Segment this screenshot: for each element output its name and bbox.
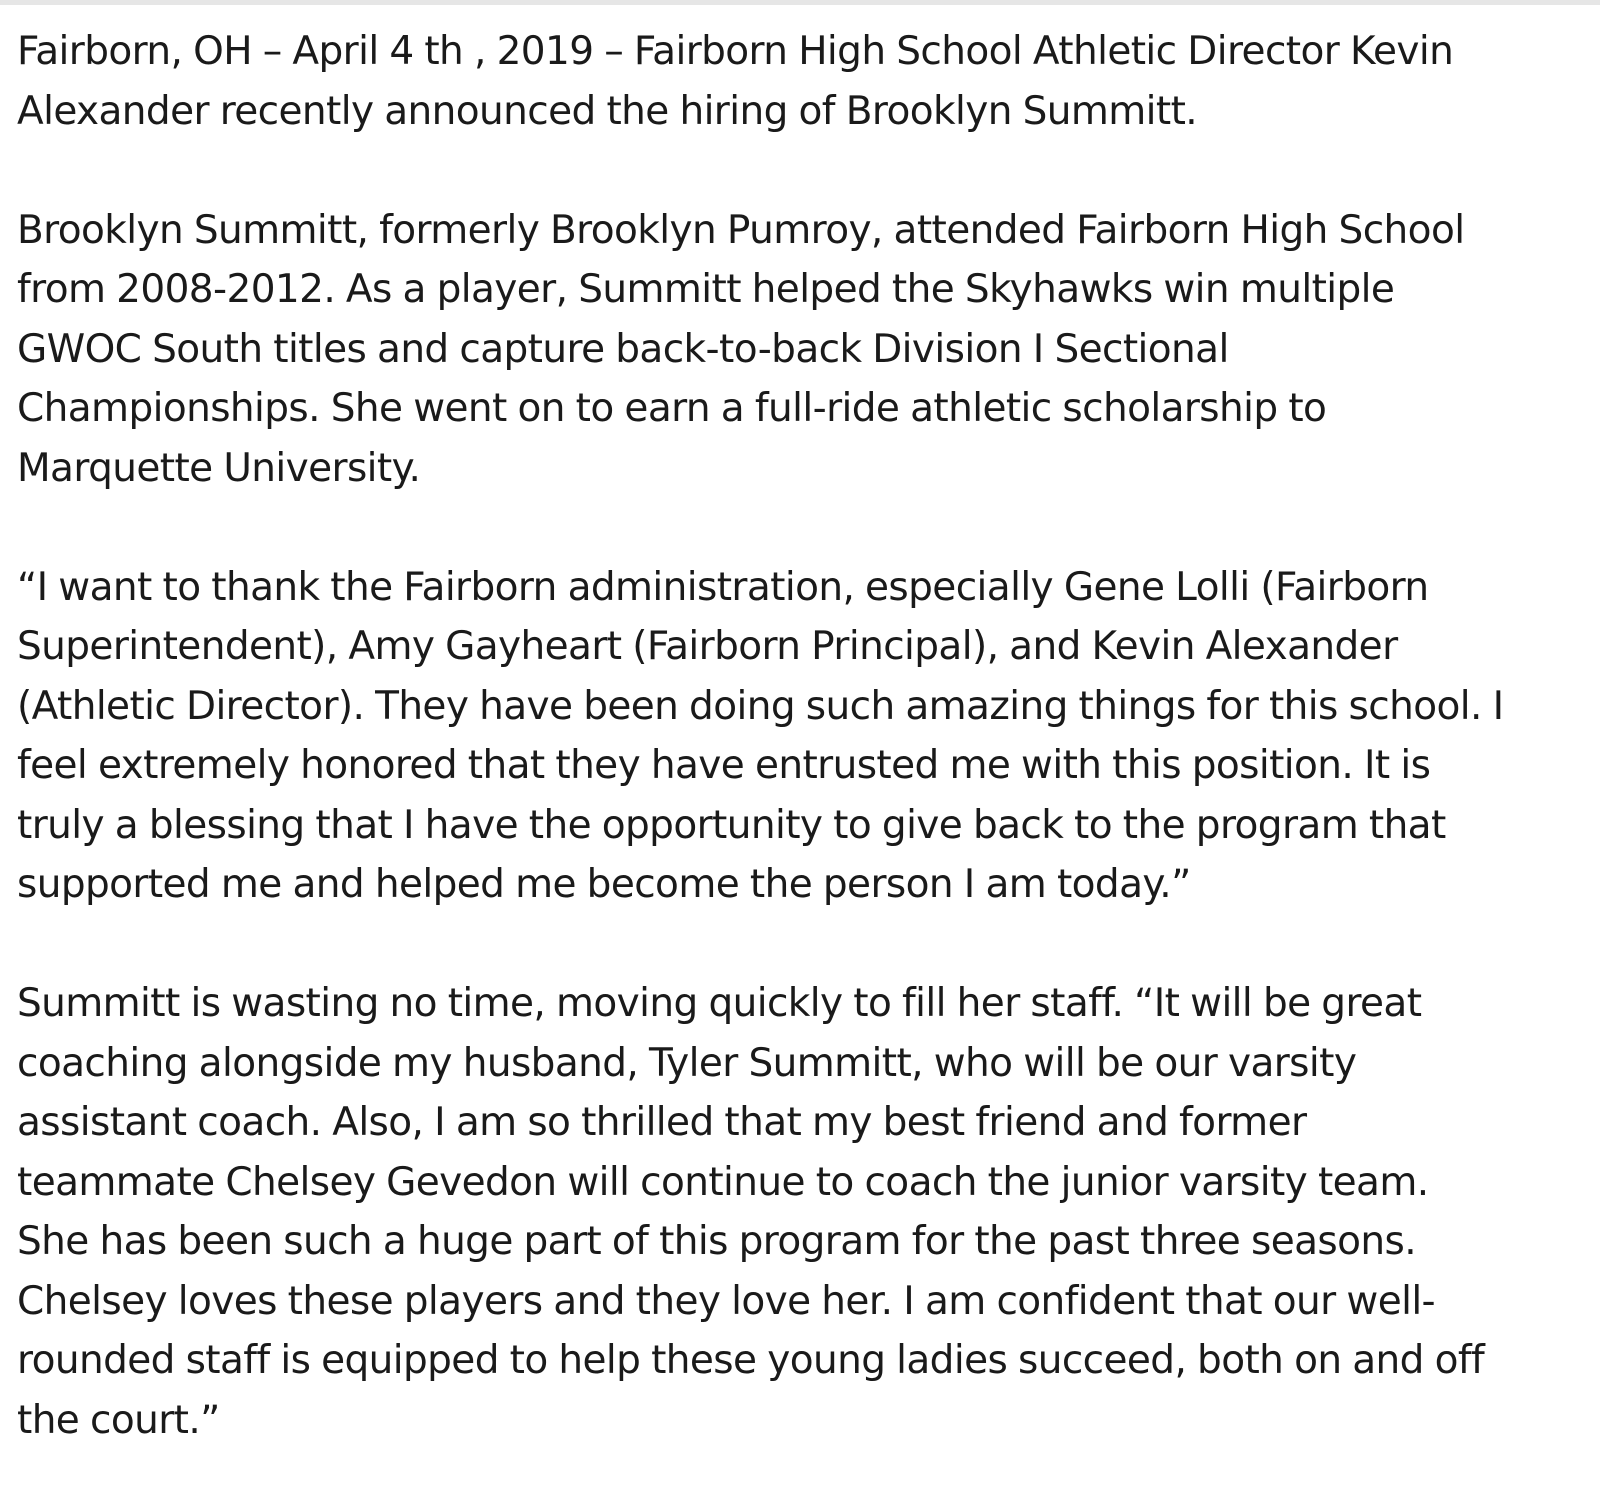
paragraph-quote-thanks: “I want to thank the Fairborn administration, especially Gene Lolli (Fairborn Superintendent), Amy Gayheart (Fairborn Principal), and Kevin Alexander (Athletic Director). They have been doing such amazing things for this school. I feel extremely honored that they have entrusted me with this position. It is truly a blessing that I have the opportunity to give back to the program that supported me and helped me become the person I am today.” (17, 564, 1504, 907)
top-border (0, 0, 1600, 5)
paragraph-background: Brooklyn Summitt, formerly Brooklyn Pumroy, attended Fairborn High School from 2008-2012. As a player, Summitt helped the Skyhawks win multiple GWOC South titles and capture back-to-back Division I Sectional Championships. She went on to earn a full-ride athletic scholarship to Marquette University. (17, 207, 1465, 491)
paragraph-announcement: Fairborn, OH – April 4 th , 2019 – Fairborn High School Athletic Director Kevin Alexander recently announced the hiring of Brooklyn Summitt. (17, 29, 1454, 134)
paragraph-staff: Summitt is wasting no time, moving quickly to fill her staff. “It will be great coaching alongside my husband, Tyler Summitt, who will be our varsity assistant coach. Also, I am so thrilled that my best friend and former teammate Chelsey Gevedon will continue to coach the junior varsity team. She has been such a huge part of this program for the past three seasons. Chelsey loves these players and they love her. I am confident that our well- rounded staff is equipped to help these young ladies succeed, both on and off the court.” (17, 981, 1485, 1443)
document-body (17, 22, 1587, 1450)
